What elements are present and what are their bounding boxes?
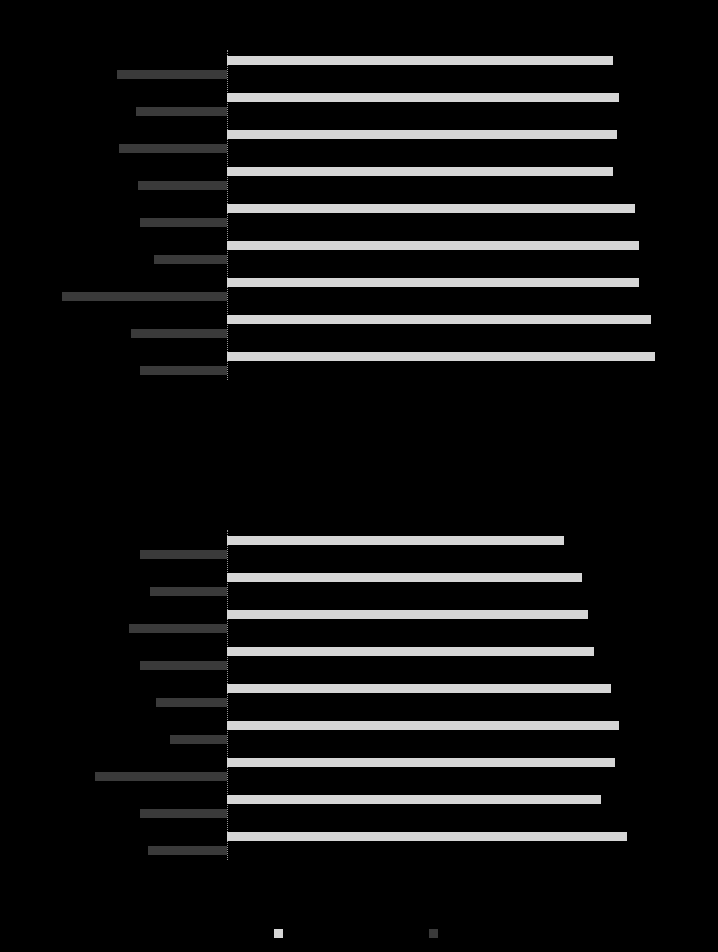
legend-swatch-negative-icon [429,929,438,938]
bar-positive [227,573,582,582]
bar-positive [227,721,619,730]
plot-area-top [30,40,700,400]
bar-negative [140,218,227,227]
legend-item-negative [429,929,444,938]
legend-item-positive [274,929,289,938]
bar-negative [148,846,227,855]
bar-negative [156,698,227,707]
bar-negative [140,550,227,559]
legend-swatch-positive-icon [274,929,283,938]
bar-negative [140,366,227,375]
plot-area-bottom [30,520,700,880]
bar-positive [227,93,619,102]
bar-positive [227,241,639,250]
bar-negative [150,587,227,596]
bar-positive [227,278,639,287]
bar-negative [131,329,228,338]
chart-panel-top [0,0,718,470]
chart-legend [0,929,718,938]
bar-positive [227,204,635,213]
bar-positive [227,167,613,176]
bar-negative [140,809,227,818]
bar-positive [227,536,564,545]
bar-positive [227,758,615,767]
bar-negative [119,144,227,153]
bar-positive [227,130,617,139]
bar-positive [227,795,601,804]
chart-panel-bottom [0,470,718,952]
bar-negative [170,735,227,744]
bar-negative [129,624,228,633]
bar-negative [95,772,227,781]
bar-negative [140,661,227,670]
bar-positive [227,647,594,656]
bar-positive [227,610,588,619]
bar-negative [117,70,227,79]
bar-negative [138,181,227,190]
bar-positive [227,832,627,841]
bar-negative [154,255,227,264]
bar-positive [227,684,611,693]
bar-positive [227,352,655,361]
bar-negative [62,292,228,301]
bar-negative [136,107,227,116]
bar-positive [227,315,651,324]
bar-positive [227,56,613,65]
